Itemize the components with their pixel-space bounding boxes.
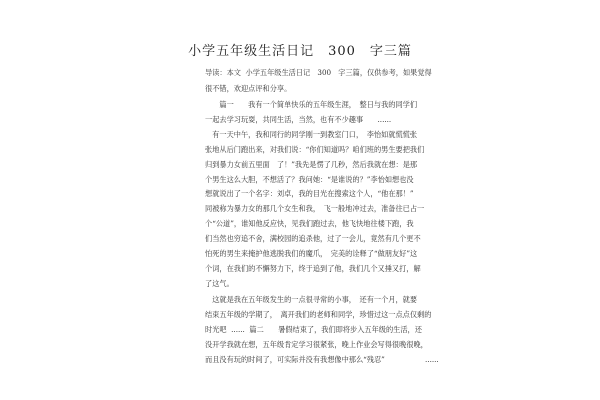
intro-line-2: 很不错，欢迎点评和分享。 — [205, 84, 292, 93]
body-line-7: 归到暴力女前五里面 了！”我先是愣了几秒，然后我就在想：是那 — [205, 160, 418, 169]
body-line-18: 时光吧 ...... 篇二 暑假结束了，我们即将步入五年级的生活，还 — [205, 325, 422, 334]
body-line-3: 篇一 我有一个简单快乐的五年级生涯， 整日与我的同学们 — [205, 100, 418, 109]
body-line-11: 个“公道”，谁知他反应快，见我们跑过去，他飞快地往楼下跑，我 — [205, 219, 414, 228]
ellipsis-mark: ...... — [425, 355, 439, 364]
body-line-12: 们当然也穷追不舍，满校园的追杀他，过了一会儿，竟然有几个更不 — [205, 234, 421, 243]
body-line-10: 同被称为暴力女的那几个女生和我， 飞一般地冲过去，准备往已占一 — [205, 204, 425, 213]
body-line-9: 想就说出了一个名字：刘卓，我的目光在搜索这个人，“他在那！” — [205, 189, 414, 198]
body-line-15: 了这气。 — [205, 279, 234, 288]
body-line-6: 张地从后门跑出来，对我们说：“你们知道吗？咱们班的男生要把我们 — [205, 145, 425, 154]
body-line-14: 个词，在我们的不懈努力下，终于追到了他，我们几个又捶又打，解 — [205, 264, 421, 273]
body-line-19: 没开学我就在想，五年级肯定学习很紧张，晚上作业会写得很晚很晚， — [205, 340, 428, 349]
body-line-20: 而且没有玩的时间了，可实际并没有我想像中那么“残忍” — [205, 355, 385, 364]
body-line-4: 一起去学习玩耍，共同生活，当然，也有不少趣事 ...... — [205, 115, 392, 124]
body-line-16: 这就是我在五年级发生的一点很寻常的小事， 还有一个月，就要 — [205, 295, 418, 304]
body-line-17: 结束五年级的学期了， 离开我们的老师和同学，珍惜过这一点点仅剩的 — [205, 310, 432, 319]
page-title: 小学五年级生活日记 300 字三篇 — [188, 44, 412, 59]
body-line-5: 有一天中午，我和同行的同学刚一到教室门口， 李怡如就慌慌张 — [205, 130, 418, 139]
body-line-8: 个男生这么大胆，不想活了？我问她：“是谁说的？”李怡如想也没 — [205, 175, 414, 184]
intro-line-1: 导读：本文 小学五年级生活日记 300 字三篇，仅供参考，如果觉得 — [205, 68, 432, 77]
body-line-13: 怕死的男生来掩护他逃脱我们的魔爪， 完美的诠释了“做朋友好”这 — [205, 249, 418, 258]
